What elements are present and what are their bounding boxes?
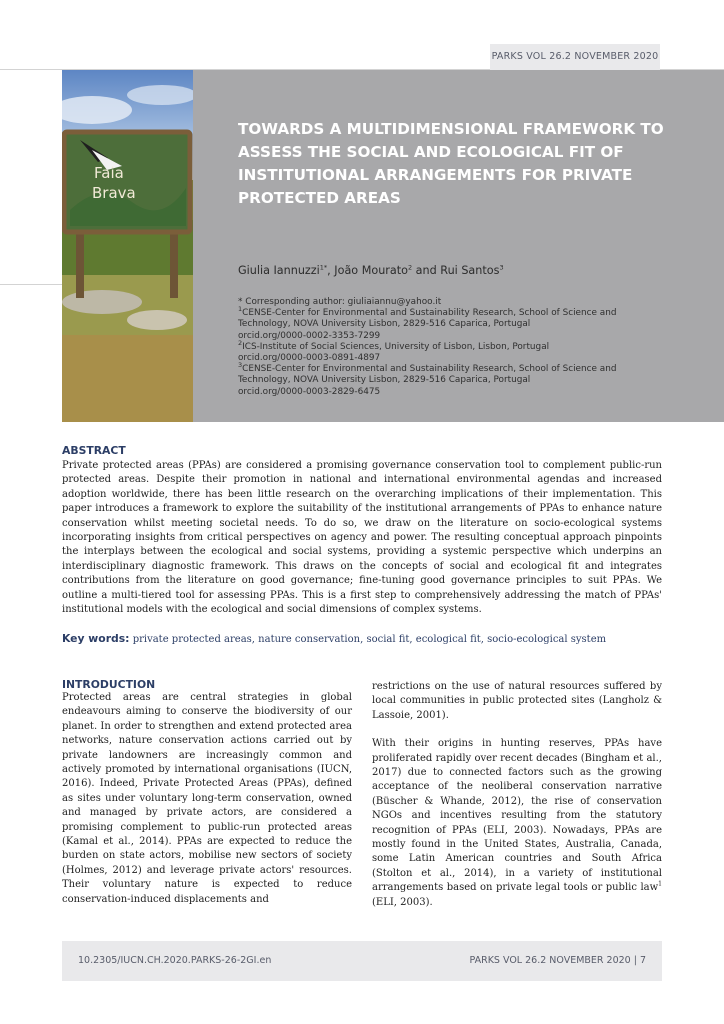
introduction-column-2 (372, 680, 662, 924)
journal-tag-text: PARKS VOL 26.2 NOVEMBER 2020 (491, 51, 659, 62)
page-info: PARKS VOL 26.2 NOVEMBER 2020 | 7 (469, 955, 646, 966)
corresponding-author: * Corresponding author: giuliaiannu@yahoo.it (238, 297, 442, 307)
introduction-heading: INTRODUCTION (62, 678, 156, 691)
journal-tag (490, 44, 660, 70)
paragraph-end: (ELI, 2003). (372, 896, 433, 908)
orcid-1[interactable]: orcid.org/0000-0002-3353-7299 (238, 330, 381, 341)
author-name: João Mourato (334, 264, 408, 277)
author-sup: 2 (407, 263, 413, 272)
affiliation-2 (238, 338, 658, 353)
affiliation-sup: 1 (238, 305, 243, 314)
abstract-text: Private protected areas (PPAs) are considered a promising governance conservation tool to complement public-run protected areas. Despite their promotion in national and international environmental agendas and increased adoption worldwide, there has been little research on the overarching implications of their implementation. This paper introduces a framework to explore the suitability of the institutional arrangements of PPAs to enhance nature conservation whilst meeting societal needs. To do so, we draw on the literature on socio-ecological systems incorporating insights from critical perspectives on agency and power. The resulting conceptual approach pinpoints the interplays between the ecological and social systems, providing a systemic perspective which underpins an interdisciplinary diagnostic framework. This draws on the concepts of social and ecological fit and integrates contributions from the literature on good governance; fine-tuning good governance principles to suit PPAs. We outline a multi-tiered tool for assessing PPAs. This is a first step to comprehensively addressing the match of PPAs' institutional models with the ecological and social dimensions of complex systems. (62, 460, 662, 616)
abstract-heading: ABSTRACT (62, 444, 126, 457)
affiliation-sup: 2 (238, 338, 243, 347)
footnote-marker[interactable]: 1 (658, 880, 662, 888)
article-title: TOWARDS A MULTIDIMENSIONAL FRAMEWORK TO ASSESS THE SOCIAL AND ECOLOGICAL FIT OF INSTITUTIONAL ARRANGEMENTS FOR PRIVATE PROTECTED AREAS (238, 120, 664, 207)
keywords (62, 632, 682, 645)
sign-line-1: Faia (94, 164, 124, 182)
affiliation-text: ICS-Institute of Social Sciences, University of Lisbon, Lisbon, Portugal (242, 341, 550, 352)
author-sup: 3 (499, 263, 504, 272)
affiliation-text: CENSE-Center for Environmental and Sustainability Research, School of Science and Technology, NOVA University Lisbon, 2829-516 Caparica, Portugal (238, 364, 617, 386)
orcid-2[interactable]: orcid.org/0000-0003-0891-4897 (238, 353, 381, 364)
author-list (238, 264, 678, 277)
author-sep: and (412, 264, 441, 277)
page-footer (62, 941, 662, 981)
keywords-text: private protected areas, nature conservation, social fit, ecological fit, socio-ecological system (132, 634, 607, 645)
introduction-column-1: Protected areas are central strategies in global endeavours aiming to conserve the biodiversity of our planet. In order to strengthen and extend protected area networks, nature conservation actions carried out by private landowners are increasingly common and actively promoted by international organisations (IUCN, 2016). Indeed, Private Protected Areas (PPAs), defined as sites under voluntary long-term conservation, owned and managed by private actors, are considered a promising complement to public-run protected areas (Kamal et al., 2014). PPAs are expected to reduce the burden on state actors, mobilise new sectors of society (Holmes, 2012) and leverage private actors' resources. Their voluntary nature is expected to reduce conservation-induced displacements and (62, 692, 352, 905)
side-rule (0, 284, 62, 285)
affiliation-sup: 3 (238, 361, 243, 370)
author-sup: 1* (319, 263, 328, 272)
affiliation-3 (238, 361, 658, 386)
introduction-paragraph (372, 737, 662, 910)
author-name: Giulia Iannuzzi (238, 264, 320, 277)
orcid-3[interactable]: orcid.org/0000-0003-2829-6475 (238, 386, 381, 397)
keywords-label: Key words: (62, 632, 130, 645)
paragraph-text: With their origins in hunting reserves, PPAs have proliferated rapidly over recent decades (Bingham et al., 2017) due to connected factors such as the growing acceptance of the neoliberal conservation narrative (Büscher & Whande, 2012), the rise of conservation NGOs and incentives resulting from the statutory recognition of PPAs (ELI, 2003). Nowadays, PPAs are mostly found in the United States, Australia, Canada, some Latin American countries and South Africa (Stolton et al., 2014), in a variety of institutional arrangements based on private legal tools or public law (372, 738, 662, 894)
affiliations (238, 297, 658, 398)
faia-brava-photo (62, 70, 193, 422)
doi-link[interactable]: 10.2305/IUCN.CH.2020.PARKS-26-2GI.en (78, 955, 272, 966)
affiliation-1 (238, 305, 658, 330)
author-name: Rui Santos (440, 264, 500, 277)
author-sep: , (327, 264, 335, 277)
introduction-paragraph: restrictions on the use of natural resources suffered by local communities in public protected sites (Langholz & Lassoie, 2001). (372, 681, 662, 721)
sign-line-2: Brava (92, 184, 136, 202)
affiliation-text: CENSE-Center for Environmental and Sustainability Research, School of Science and Technology, NOVA University Lisbon, 2829-516 Caparica, Portugal (238, 308, 617, 330)
